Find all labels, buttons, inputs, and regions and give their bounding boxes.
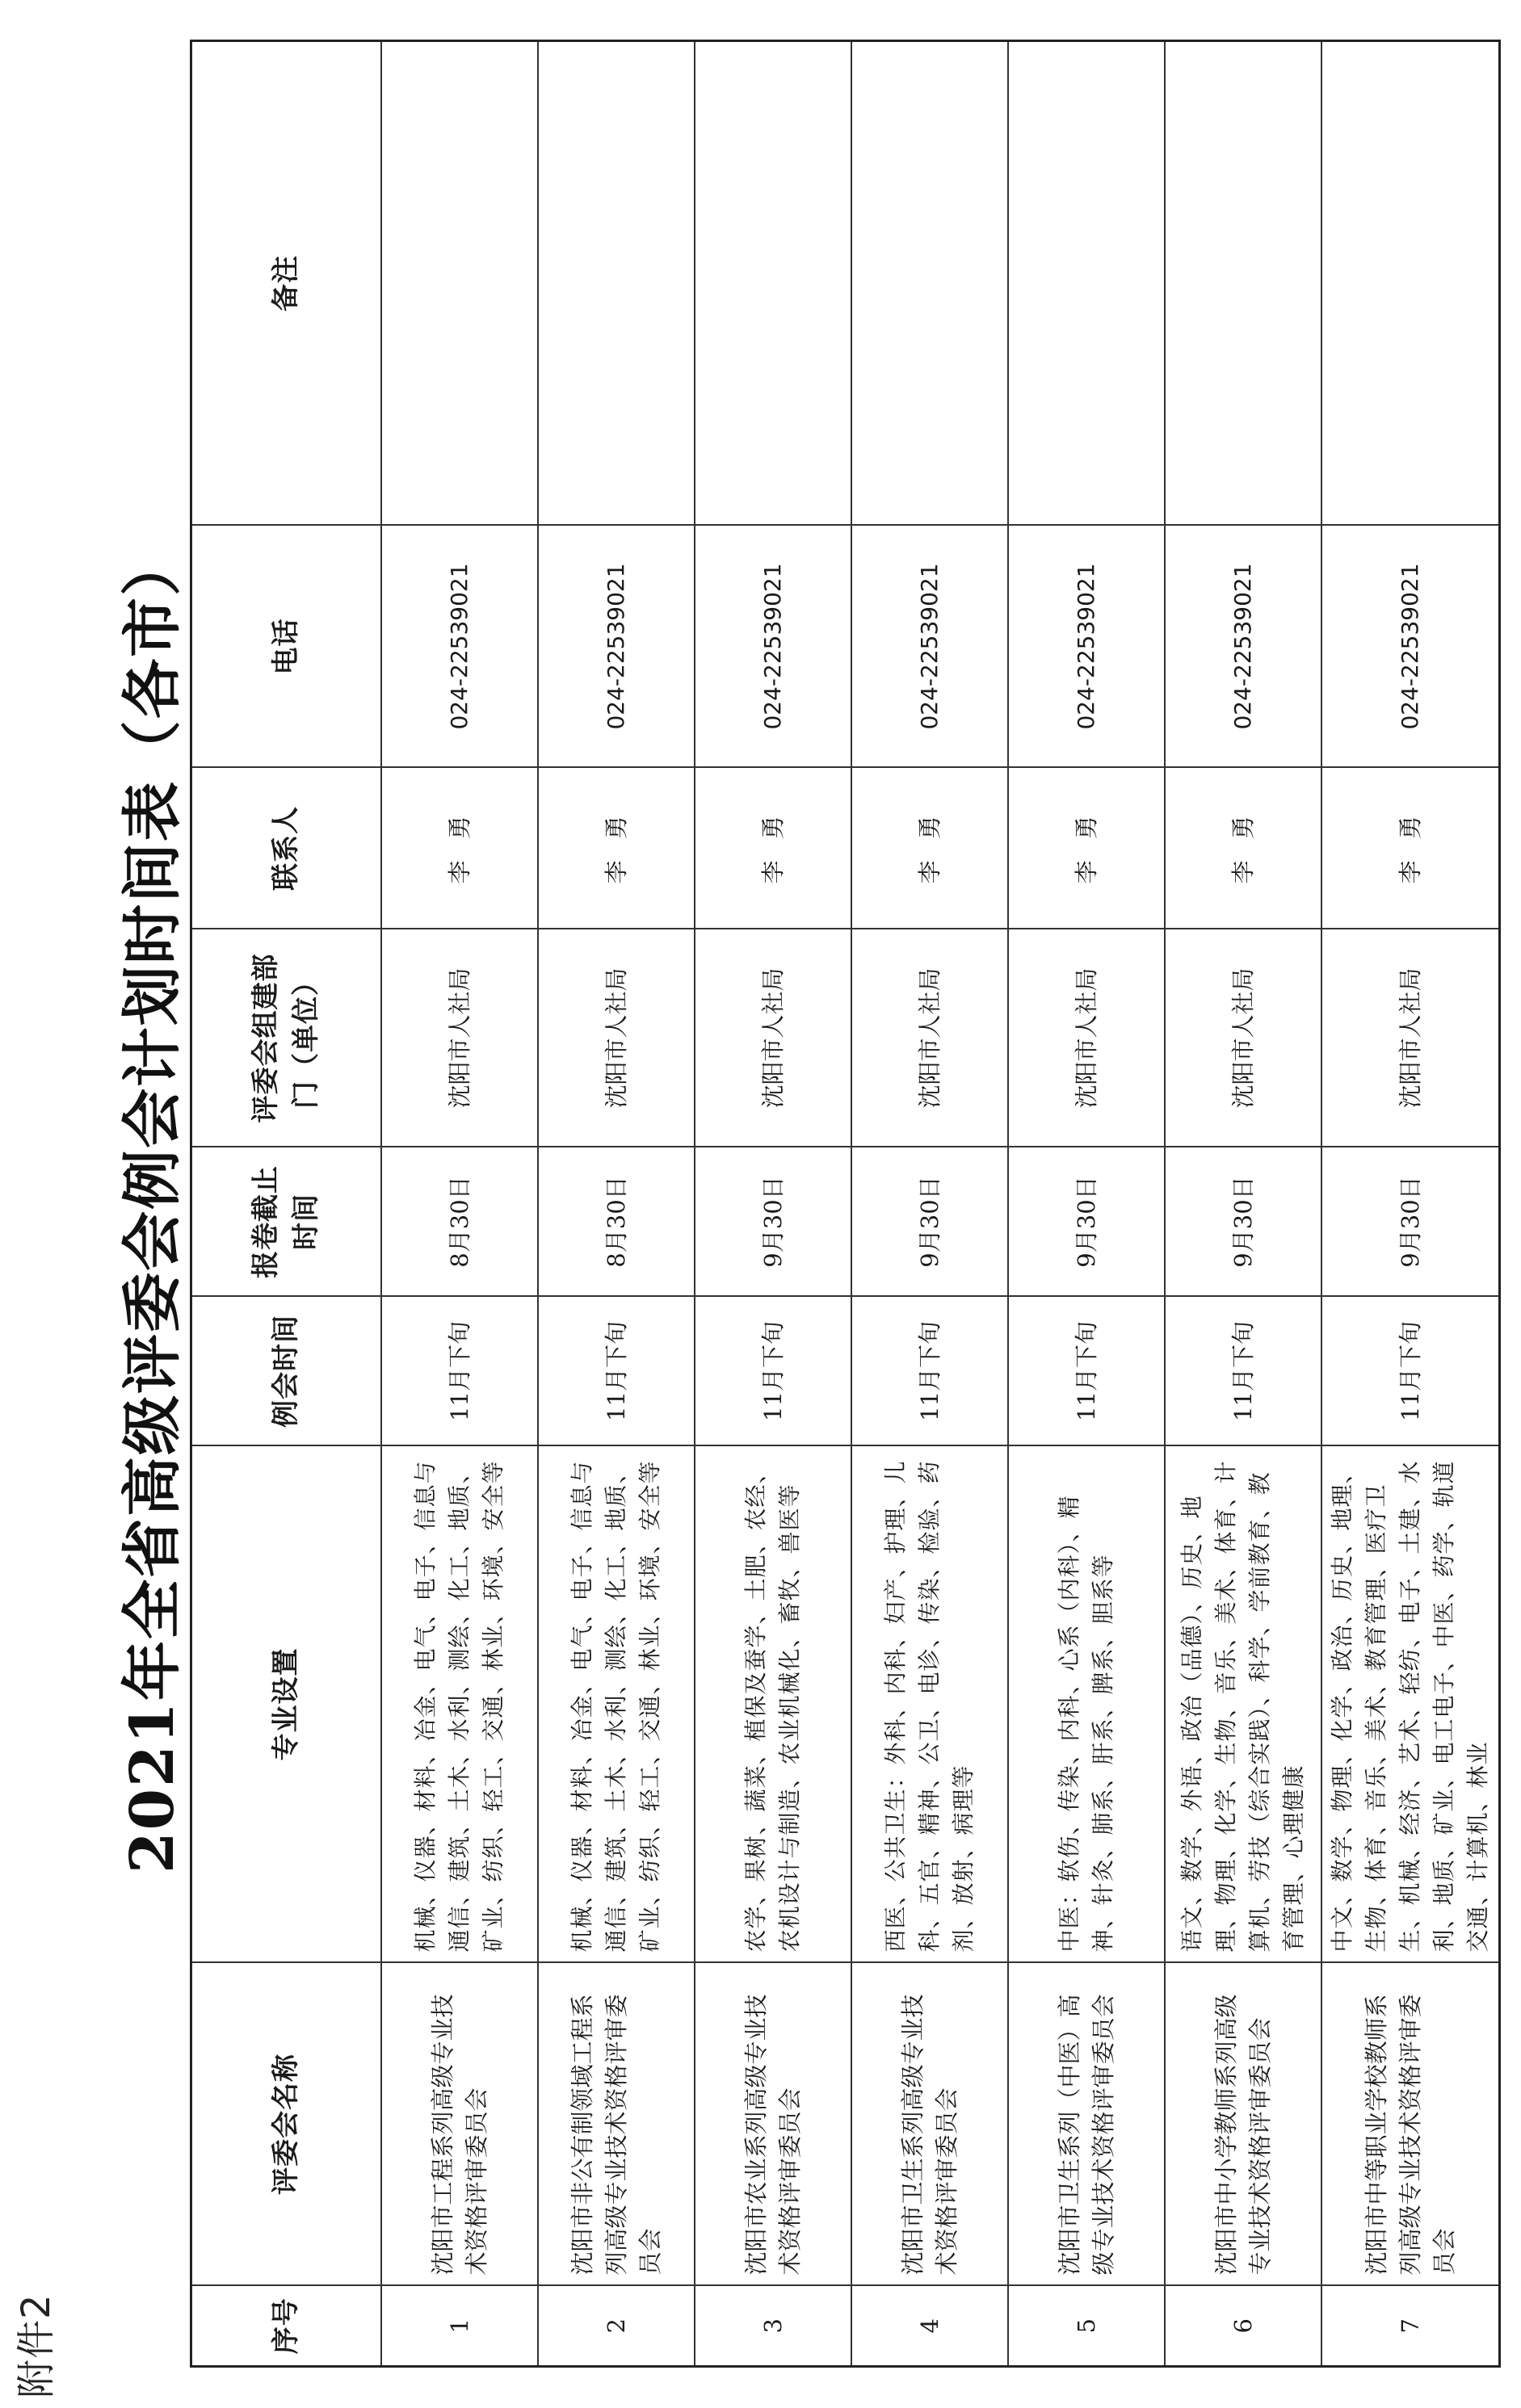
cell-deadline: 9月30日: [1008, 1147, 1165, 1297]
cell-contact: 李勇: [1321, 768, 1500, 929]
cell-phone: 024-22539021: [1008, 526, 1165, 768]
cell-phone: 024-22539021: [1321, 526, 1500, 768]
cell-department: 沈阳市人社局: [851, 929, 1008, 1147]
cell-specialties: 农学、果树、蔬菜、植保及蚕学、土肥、农经、农机设计与制造、农业机械化、畜牧、兽医等: [695, 1446, 851, 1963]
table-row: [538, 41, 695, 2367]
cell-meeting-time: 11月下旬: [1008, 1297, 1165, 1446]
header-phone: 电话: [191, 526, 382, 768]
document-title: 2021年全省高级评委会例会计划时间表（各市）: [118, 535, 187, 1873]
cell-index: 1: [381, 2286, 538, 2367]
table-row: [1008, 41, 1165, 2367]
cell-department: 沈阳市人社局: [538, 929, 695, 1147]
cell-deadline: 8月30日: [538, 1147, 695, 1297]
cell-department: 沈阳市人社局: [1165, 929, 1321, 1147]
cell-committee-name: 沈阳市中等职业学校教师系列高级专业技术资格评审委员会: [1321, 1963, 1500, 2286]
header-remarks: 备注: [191, 41, 382, 526]
header-index: 序号: [191, 2286, 382, 2367]
cell-phone: 024-22539021: [851, 526, 1008, 768]
cell-department: 沈阳市人社局: [381, 929, 538, 1147]
cell-remarks: [1008, 41, 1165, 526]
cell-deadline: 9月30日: [1165, 1147, 1321, 1297]
cell-index: 6: [1165, 2286, 1321, 2367]
cell-department: 沈阳市人社局: [1008, 929, 1165, 1147]
table-row: [1321, 41, 1500, 2367]
cell-committee-name: 沈阳市中小学教师系列高级专业技术资格评审委员会: [1165, 1963, 1321, 2286]
cell-specialties: 机械、仪器、材料、冶金、电气、电子、信息与通信、建筑、土木、水利、测绘、化工、地质、矿业、纺织、轻工、交通、林业、环境、安全等: [538, 1446, 695, 1963]
cell-meeting-time: 11月下旬: [1165, 1297, 1321, 1446]
cell-deadline: 8月30日: [381, 1147, 538, 1297]
cell-committee-name: 沈阳市农业系列高级专业技术资格评审委员会: [695, 1963, 851, 2286]
cell-committee-name: 沈阳市非公有制领域工程系列高级专业技术资格评审委员会: [538, 1963, 695, 2286]
cell-phone: 024-22539021: [695, 526, 851, 768]
cell-specialties: 中医：软伤、传染、内科、心系（内科）、精神、针灸、肺系、肝系、脾系、胆系等: [1008, 1446, 1165, 1963]
cell-deadline: 9月30日: [851, 1147, 1008, 1297]
cell-committee-name: 沈阳市卫生系列（中医）高级专业技术资格评审委员会: [1008, 1963, 1165, 2286]
cell-contact: 李勇: [381, 768, 538, 929]
cell-remarks: [851, 41, 1008, 526]
attachment-label: 附件2: [14, 2293, 59, 2398]
cell-meeting-time: 11月下旬: [381, 1297, 538, 1446]
cell-specialties: 机械、仪器、材料、冶金、电气、电子、信息与通信、建筑、土木、水利、测绘、化工、地质、矿业、纺织、轻工、交通、林业、环境、安全等: [381, 1446, 538, 1963]
header-deadline: 报卷截止时间: [191, 1147, 382, 1297]
cell-phone: 024-22539021: [1165, 526, 1321, 768]
schedule-table: [190, 40, 1501, 2368]
cell-deadline: 9月30日: [695, 1147, 851, 1297]
cell-committee-name: 沈阳市卫生系列高级专业技术资格评审委员会: [851, 1963, 1008, 2286]
cell-specialties: 语文、数学、外语、政治（品德）、历史、地理、物理、化学、生物、音乐、美术、体育、计算机、劳技（综合实践）、科学、学前教育、教育管理、心理健康: [1165, 1446, 1321, 1963]
table-row: [1165, 41, 1321, 2367]
cell-meeting-time: 11月下旬: [538, 1297, 695, 1446]
header-name: 评委会名称: [191, 1963, 382, 2286]
cell-meeting-time: 11月下旬: [1321, 1297, 1500, 1446]
cell-contact: 李勇: [538, 768, 695, 929]
cell-contact: 李勇: [695, 768, 851, 929]
header-meeting-time: 例会时间: [191, 1297, 382, 1446]
cell-meeting-time: 11月下旬: [695, 1297, 851, 1446]
table-row: [851, 41, 1008, 2367]
cell-department: 沈阳市人社局: [1321, 929, 1500, 1147]
cell-contact: 李勇: [851, 768, 1008, 929]
cell-phone: 024-22539021: [538, 526, 695, 768]
header-contact: 联系人: [191, 768, 382, 929]
cell-department: 沈阳市人社局: [695, 929, 851, 1147]
cell-index: 7: [1321, 2286, 1500, 2367]
header-department: 评委会组建部门（单位）: [191, 929, 382, 1147]
cell-index: 3: [695, 2286, 851, 2367]
table-row: [381, 41, 538, 2367]
cell-index: 2: [538, 2286, 695, 2367]
cell-specialties: 西医、公共卫生：外科、内科、妇产、护理、儿科、五官、精神、公卫、电诊、传染、检验、药剂、放射、病理等: [851, 1446, 1008, 1963]
cell-specialties: 中文、数学、物理、化学、政治、历史、地理、生物、体育、音乐、美术、教育管理、医疗卫生、机械、经济、艺术、轻纺、电子、土建、水利、地质、矿业、电工电子、中医、药学、轨道交通、计算机、林业: [1321, 1446, 1500, 1963]
cell-index: 5: [1008, 2286, 1165, 2367]
cell-remarks: [538, 41, 695, 526]
header-specialties: 专业设置: [191, 1446, 382, 1963]
cell-deadline: 9月30日: [1321, 1147, 1500, 1297]
cell-remarks: [695, 41, 851, 526]
cell-phone: 024-22539021: [381, 526, 538, 768]
cell-index: 4: [851, 2286, 1008, 2367]
table-header-row: [191, 41, 382, 2367]
cell-meeting-time: 11月下旬: [851, 1297, 1008, 1446]
cell-remarks: [1165, 41, 1321, 526]
table-row: [695, 41, 851, 2367]
cell-contact: 李勇: [1008, 768, 1165, 929]
cell-committee-name: 沈阳市工程系列高级专业技术资格评审委员会: [381, 1963, 538, 2286]
cell-remarks: [1321, 41, 1500, 526]
cell-contact: 李勇: [1165, 768, 1321, 929]
cell-remarks: [381, 41, 538, 526]
